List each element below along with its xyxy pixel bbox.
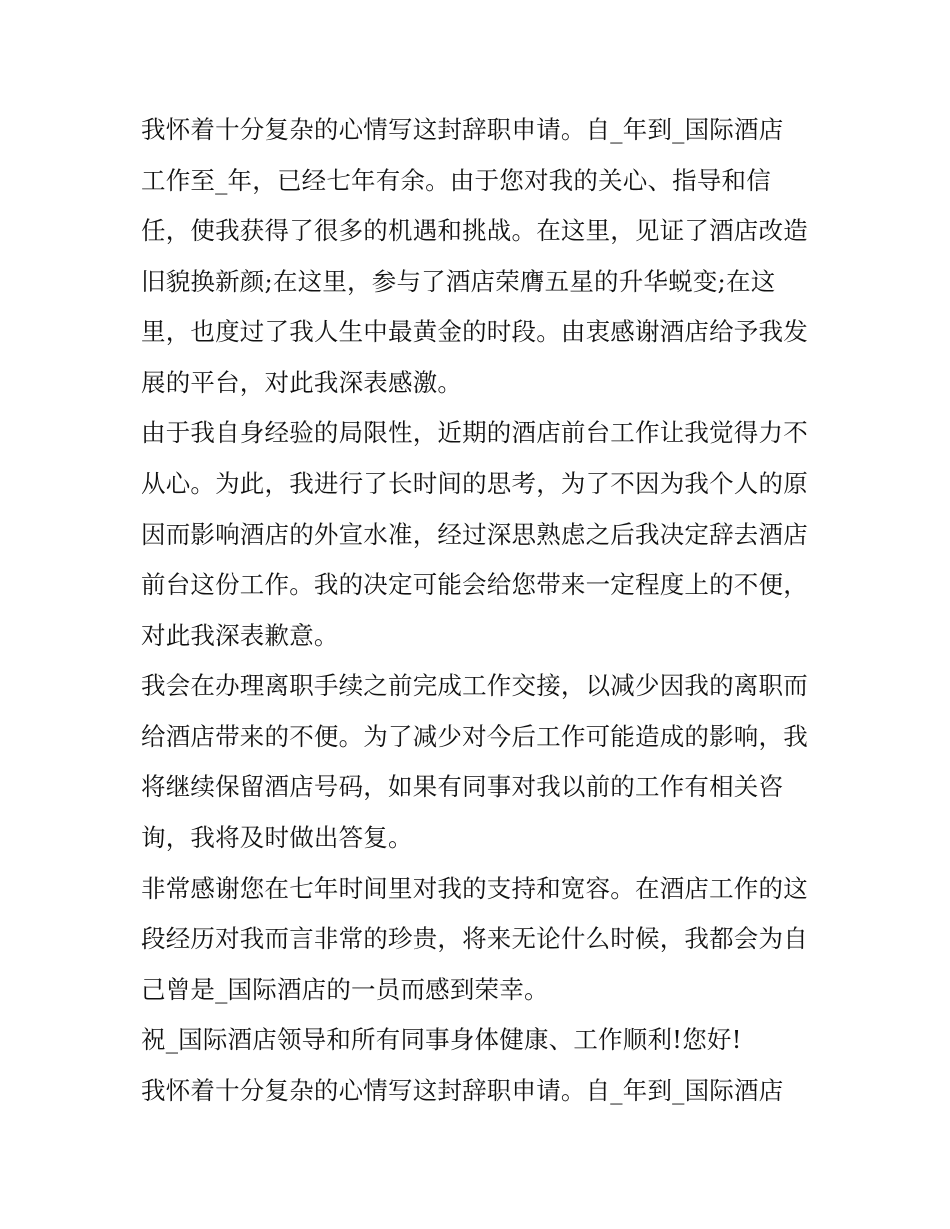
text-line: 祝_国际酒店领导和所有同事身体健康、工作顺利!您好! <box>141 1025 742 1054</box>
text-line: 前台这份工作。我的决定可能会给您带来一定程度上的不便， <box>141 570 808 599</box>
text-line: 对此我深表歉意。 <box>141 621 339 650</box>
text-line: 我怀着十分复杂的心情写这封辞职申请。自_年到_国际酒店 <box>141 1076 784 1105</box>
text-line: 非常感谢您在七年时间里对我的支持和宽容。在酒店工作的这 <box>141 874 808 903</box>
text-line: 里，也度过了我人生中最黄金的时段。由衷感谢酒店给予我发 <box>141 317 808 346</box>
text-line: 己曾是_国际酒店的一员而感到荣幸。 <box>141 975 549 1004</box>
text-line: 展的平台，对此我深表感激。 <box>141 368 463 397</box>
text-line: 因而影响酒店的外宣水准，经过深思熟虑之后我决定辞去酒店 <box>141 520 808 549</box>
text-line: 我怀着十分复杂的心情写这封辞职申请。自_年到_国际酒店 <box>141 115 784 144</box>
text-line: 我会在办理离职手续之前完成工作交接，以减少因我的离职而 <box>141 671 808 700</box>
text-line: 将继续保留酒店号码，如果有同事对我以前的工作有相关咨 <box>141 772 784 801</box>
text-line: 任，使我获得了很多的机遇和挑战。在这里，见证了酒店改造 <box>141 216 808 245</box>
text-line: 旧貌换新颜;在这里，参与了酒店荣膺五星的升华蜕变;在这 <box>141 267 776 296</box>
text-line: 段经历对我而言非常的珍贵，将来无论什么时候，我都会为自 <box>141 924 808 953</box>
text-line: 询，我将及时做出答复。 <box>141 823 413 852</box>
text-line: 由于我自身经验的局限性，近期的酒店前台工作让我觉得力不 <box>141 418 808 447</box>
text-line: 给酒店带来的不便。为了减少对今后工作可能造成的影响，我 <box>141 722 808 751</box>
text-line: 工作至_年，已经七年有余。由于您对我的关心、指导和信 <box>141 166 771 195</box>
text-line: 从心。为此，我进行了长时间的思考，为了不因为我个人的原 <box>141 469 808 498</box>
